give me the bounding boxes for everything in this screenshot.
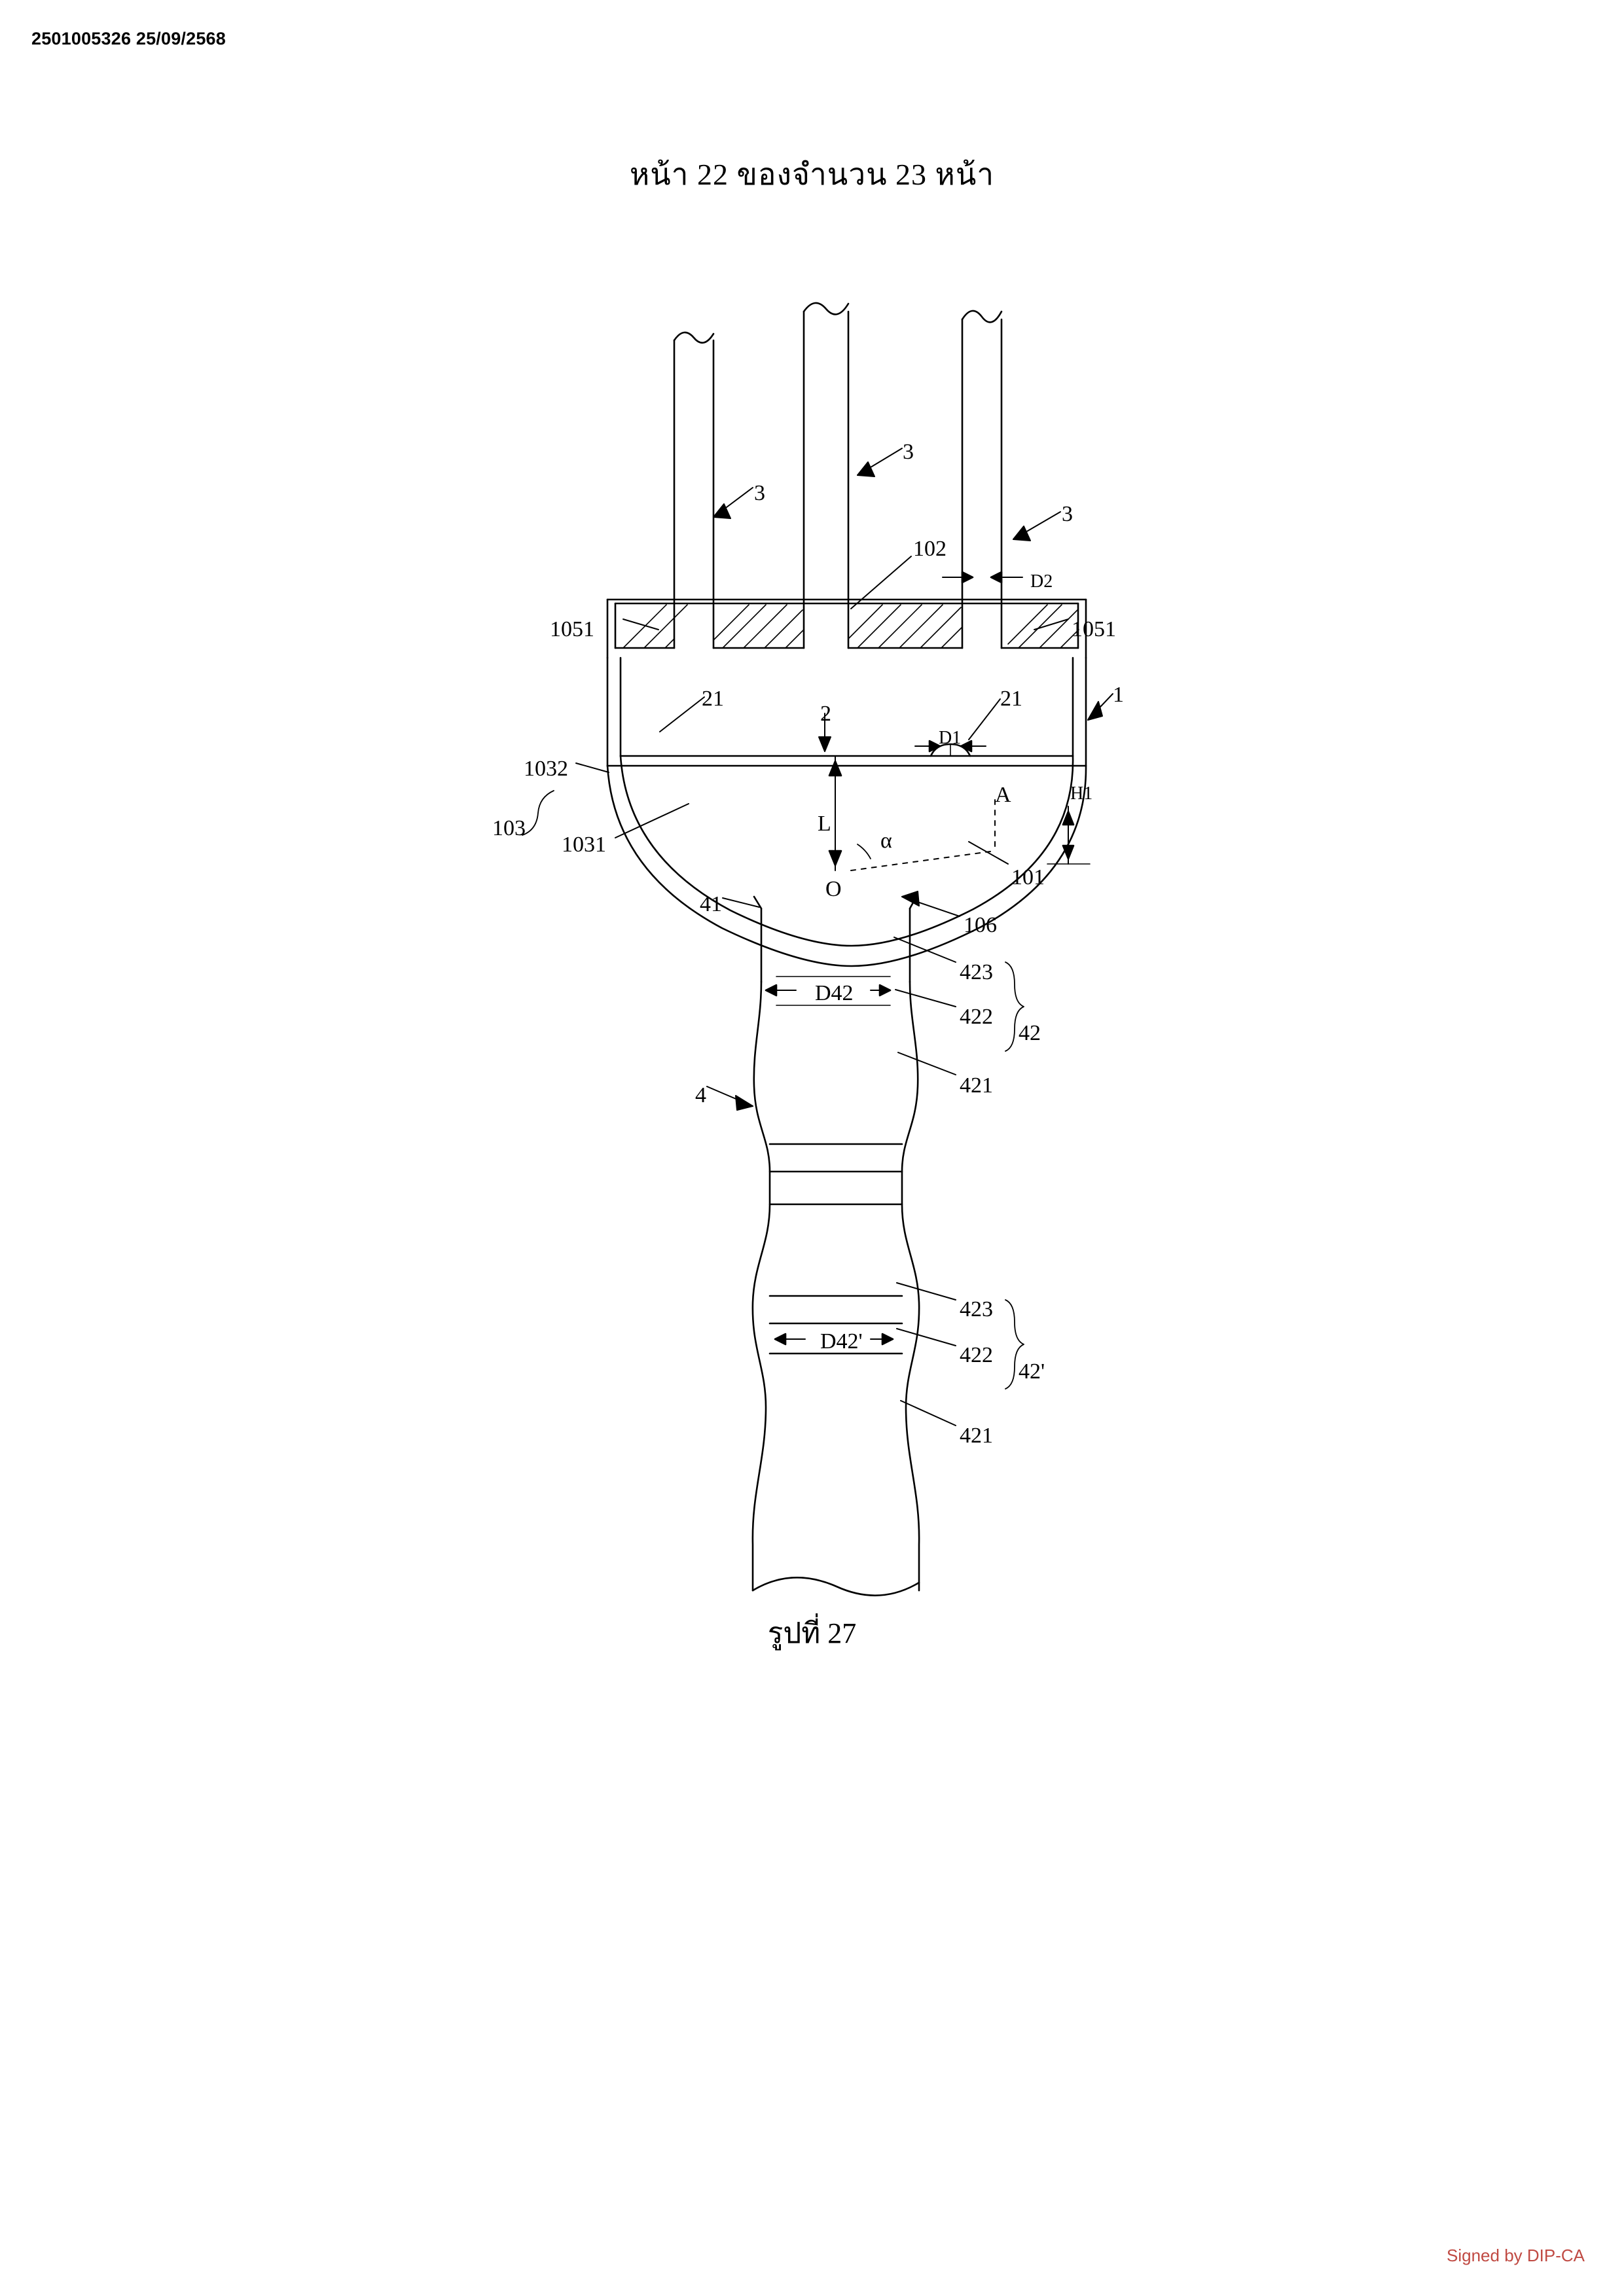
figure-label-ref-422-upper: 422 <box>960 1005 993 1029</box>
upper-plate-102 <box>607 600 1086 658</box>
figure-label-ref-421-upper: 421 <box>960 1073 993 1098</box>
figure-label-ref-41: 41 <box>700 892 722 916</box>
figure-label-ref-d42: D42 <box>815 981 854 1005</box>
figure-label-ref-d42p: D42' <box>820 1329 863 1354</box>
figure-label-ref-1051-left: 1051 <box>550 617 594 641</box>
signature-mark: Signed by DIP-CA <box>1447 2246 1585 2265</box>
stem-41 <box>754 897 916 982</box>
figure-label-ref-o: O <box>825 877 842 901</box>
wavy-tube-4 <box>753 982 919 1596</box>
figure-label-ref-102: 102 <box>913 537 947 561</box>
funnel-103 <box>607 756 1086 966</box>
dimension-D2 <box>943 563 1022 601</box>
leader-lines <box>522 448 1113 1426</box>
angle-arc <box>857 844 871 859</box>
main-chamber-1 <box>607 658 1086 766</box>
figure-label-ref-1032: 1032 <box>524 757 568 781</box>
figure-label-ref-421-lower: 421 <box>960 1424 993 1448</box>
figure-label-ref-101: 101 <box>1011 865 1045 889</box>
figure-label-ref-1031: 1031 <box>562 833 606 857</box>
figure-label-ref-2: 2 <box>820 702 831 726</box>
figure-label-ref-1051-right: 1051 <box>1072 617 1116 641</box>
angle-construction <box>851 800 995 870</box>
figure-label-ref-106: 106 <box>964 913 997 937</box>
figure-label-ref-alpha: α <box>880 829 892 853</box>
figure-label-ref-4: 4 <box>695 1083 706 1107</box>
figure-label-ref-422-lower: 422 <box>960 1343 993 1367</box>
figure-label-ref-h1: H1 <box>1070 783 1093 804</box>
figure-label-ref-103: 103 <box>492 816 526 840</box>
figure-label-ref-3-mid: 3 <box>903 440 914 464</box>
plate-hatching <box>623 605 1079 648</box>
figure-label-ref-42p: 42' <box>1019 1359 1045 1384</box>
figure-label-ref-l: L <box>818 812 831 836</box>
figure-label-ref-d2: D2 <box>1030 571 1053 592</box>
figure-label-ref-42: 42 <box>1019 1021 1041 1045</box>
figure-label-ref-1: 1 <box>1113 683 1124 707</box>
figure-label-ref-a: A <box>995 783 1011 807</box>
tube-left <box>674 332 713 648</box>
page-heading: หน้า 22 ของจำนวน 23 หน้า <box>629 158 995 191</box>
document-stamp: 2501005326 25/09/2568 <box>31 29 226 48</box>
tube-middle <box>804 303 848 648</box>
figure-caption: รูปที่ 27 <box>767 1617 857 1649</box>
figure-label-ref-423-lower: 423 <box>960 1297 993 1321</box>
figure-label-ref-21-right: 21 <box>1000 687 1022 711</box>
figure-label-ref-3-right: 3 <box>1062 502 1073 526</box>
figure-label-ref-21-left: 21 <box>702 687 724 711</box>
tube-right <box>962 311 1001 648</box>
figure-label-ref-d1: D1 <box>939 728 962 748</box>
figure-label-ref-3-left: 3 <box>754 481 765 505</box>
figure-label-ref-423-upper: 423 <box>960 960 993 984</box>
